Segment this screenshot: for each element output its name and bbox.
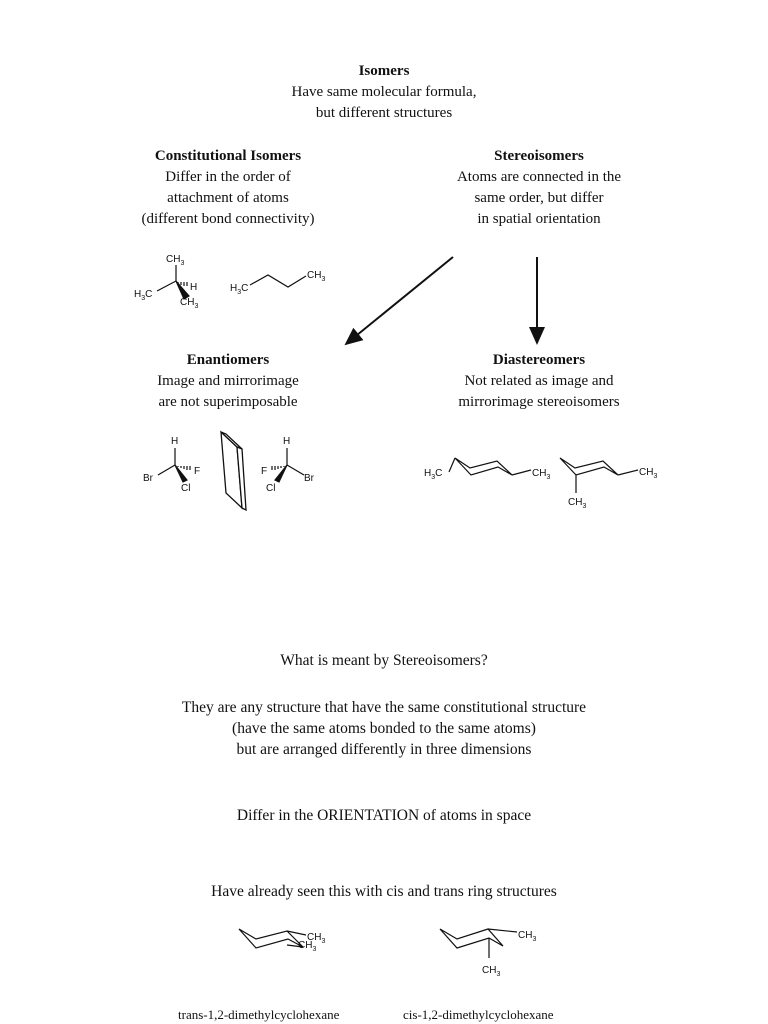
chair-2-bottom-methyl-label: $CH_3$: [568, 497, 587, 510]
isobutane-bottom-methyl-label: $CH_3$: [180, 297, 199, 310]
stereoisomers-line-3: in spatial orientation: [477, 211, 601, 227]
isomers-title: Isomers: [358, 63, 410, 79]
cis-trans-note: [0, 881, 768, 902]
cis-methyl-bond-1: [488, 929, 517, 932]
isobutane-top-methyl-label: $CH_3$: [166, 254, 185, 267]
trans-caption: trans-1,2-dimethylcyclohexane: [178, 1007, 340, 1022]
cis-caption: cis-1,2-dimethylcyclohexane: [403, 1007, 554, 1022]
butane-right-methyl-label: $CH_3$: [307, 270, 326, 283]
enantiomer-left-h: H: [171, 436, 179, 447]
enantiomers-title: Enantiomers: [186, 352, 270, 368]
enantiomer-left-structure: [158, 448, 190, 482]
butane-left-methyl-label: $H_3C$: [230, 283, 249, 296]
orientation-text: [0, 805, 768, 826]
answer-paragraph: [0, 697, 768, 760]
question-line: What is meant by Stereoisomers?: [280, 652, 488, 669]
answer-line-1: They are any structure that have the same constitutional structure: [181, 699, 587, 716]
enantiomers-line-1: Image and mirrorimage: [157, 373, 299, 389]
enantiomer-left-f: F: [194, 466, 201, 477]
diastereomers-title: Diastereomers: [492, 352, 586, 368]
enantiomer-left-br: Br: [143, 473, 153, 484]
diastereomer-chair-2: [560, 458, 618, 475]
isomers-line-2: but different structures: [315, 105, 453, 121]
enantiomer-left-cl: Cl: [181, 483, 191, 494]
trans-methyl-label-1: $CH_3$: [307, 932, 326, 945]
stereoisomers-line-2: same order, but differ: [474, 190, 604, 206]
isobutane-left-methyl-label: $H_3C$: [134, 289, 153, 302]
chair-2-right-methyl-label: $CH_3$: [639, 467, 658, 480]
cis-chair-structure: [440, 929, 503, 948]
isomers-line-1: Have same molecular formula,: [291, 84, 477, 100]
answer-line-2: (have the same atoms bonded to the same atoms): [232, 720, 536, 737]
chair-2-right-methyl-bond: [618, 470, 638, 475]
stereoisomers-line-1: Atoms are connected in the: [456, 169, 622, 185]
enantiomer-right-br: Br: [304, 473, 314, 484]
chair-1-right-methyl-label: $CH_3$: [532, 468, 551, 481]
trans-methyl-label-2: $CH_3$: [298, 940, 317, 953]
chair-1-right-methyl-bond: [512, 470, 531, 475]
cis-trans-note-line: Have already seen this with cis and trans ring structures: [211, 883, 557, 900]
enantiomer-right-cl: Cl: [266, 483, 276, 494]
chair-1-left-methyl-label: $H_3C$: [424, 468, 443, 481]
constitutional-title: Constitutional Isomers: [154, 148, 302, 164]
enantiomer-right-f: F: [261, 466, 268, 477]
mirror-plane: [221, 432, 246, 510]
answer-line-3: but are arranged differently in three dimensions: [236, 741, 532, 758]
enantiomer-right-structure: [272, 448, 304, 482]
constitutional-line-3: (different bond connectivity): [141, 211, 315, 227]
enantiomer-right-h: H: [283, 436, 291, 447]
question-text: [0, 650, 768, 671]
enantiomers-line-2: are not superimposable: [158, 394, 298, 410]
orientation-line: Differ in the ORIENTATION of atoms in space: [236, 807, 532, 824]
chair-1-left-methyl-bond: [449, 458, 455, 472]
isobutane-structure: [157, 265, 189, 299]
diastereomers-line-1: Not related as image and: [464, 373, 614, 389]
diastereomers-line-2: mirrorimage stereoisomers: [458, 394, 620, 410]
butane-structure: [250, 275, 306, 287]
constitutional-line-2: attachment of atoms: [167, 190, 289, 206]
arrow-to-enantiomers: [346, 257, 453, 344]
diastereomer-chair-1: [455, 458, 512, 475]
stereoisomers-title: Stereoisomers: [494, 148, 584, 164]
constitutional-line-1: Differ in the order of: [165, 169, 291, 185]
cis-methyl-label-2: $CH_3$: [482, 965, 501, 978]
cis-methyl-label-1: $CH_3$: [518, 930, 537, 943]
isobutane-h-label: H: [190, 282, 198, 293]
